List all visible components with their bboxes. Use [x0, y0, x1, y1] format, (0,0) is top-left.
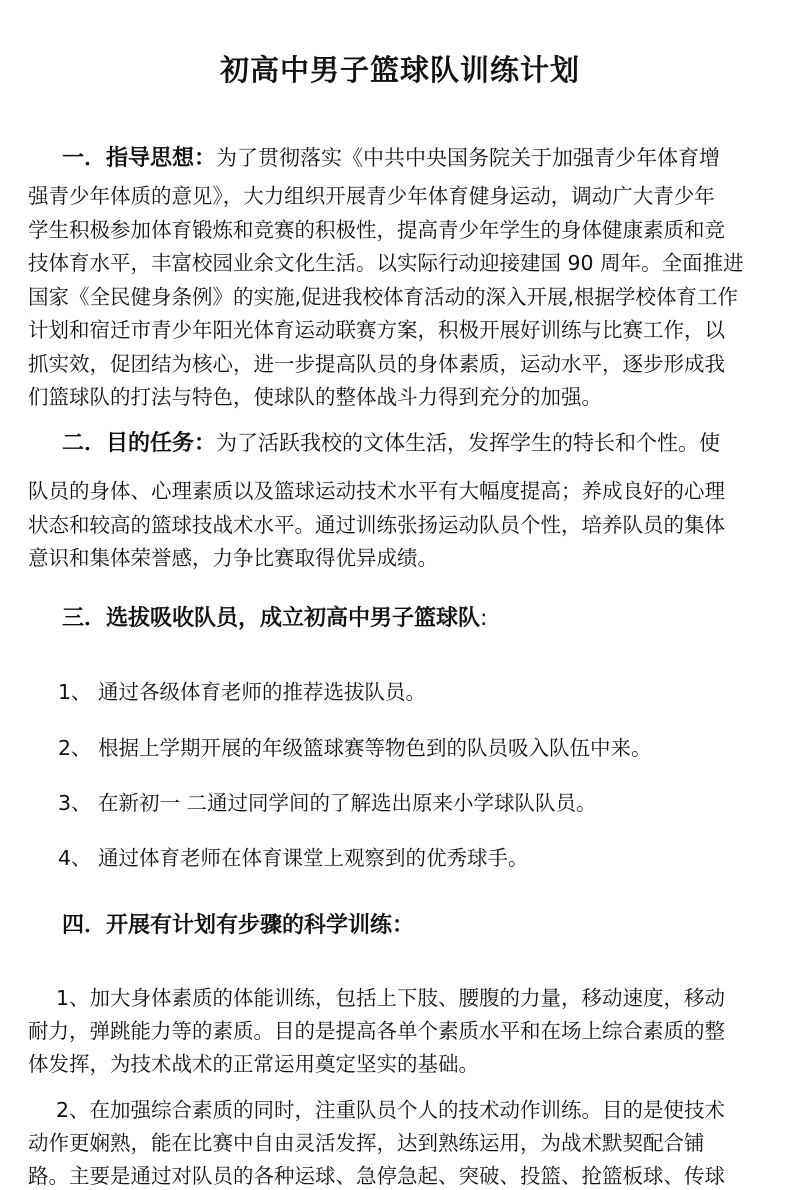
section4-para1-line-2: 体发挥，为技术战术的正常运用奠定坚实的基础。 — [28, 1052, 479, 1076]
section3-item-1 — [58, 677, 426, 707]
item-text: 通过体育老师在体育课堂上观察到的优秀球手。 — [98, 846, 529, 870]
section1-line-0: 为了贯彻落实《中共中央国务院关于加强青少年体育增 — [216, 146, 721, 170]
section1-line-6: 抓实效，促团结为核心，进一步提高队员的身体素质，运动水平，逐步形成我 — [28, 351, 725, 376]
section4-para1-line-1: 耐力，弹跳能力等的素质。目的是提高各单个素质水平和在场上综合素质的整 — [28, 1019, 725, 1043]
section1-heading: 一．指导思想： — [62, 146, 217, 171]
document-title: 初高中男子篮球队训练计划 — [219, 53, 580, 87]
section1-line-2: 学生积极参加体育锻炼和竞赛的积极性，提高青少年学生的身体健康素质和竞 — [28, 217, 725, 242]
item-number: 3、 — [58, 791, 92, 815]
section1-first-line — [62, 143, 720, 174]
section1-line-4: 国家《全民健身条例》的实施,促进我校体育活动的深入开展,根据学校体育工作 — [28, 284, 739, 309]
section2-line-1: 队员的身体、心理素质以及篮球运动技术水平有大幅度提高；养成良好的心理 — [28, 479, 725, 503]
item-number: 1、 — [58, 680, 92, 704]
section2-line-3: 意识和集体荣誉感，力争比赛取得优异成绩。 — [28, 546, 438, 570]
item-text: 在新初一 二通过同学间的了解选出原来小学球队队员。 — [98, 791, 597, 815]
section4-para1 — [28, 982, 788, 1081]
section4-para2-line-1: 动作更娴熟，能在比赛中自由灵活发挥，达到熟练运用，为战术默契配合铺 — [28, 1131, 705, 1155]
section4-para2-line-2: 路。主要是通过对队员的各种运球、急停急起、突破、投篮、抢篮板球、传球 — [28, 1164, 725, 1188]
section3-heading-line — [62, 604, 487, 634]
item-text: 通过各级体育老师的推荐选拔队员。 — [98, 680, 426, 704]
section1-line-7: 们篮球队的打法与特色，使球队的整体战斗力得到充分的加强。 — [28, 385, 602, 409]
section3-heading: 三．选拔吸收队员，成立初高中男子篮球队 — [62, 606, 481, 631]
section3-item-2 — [58, 733, 652, 763]
section4-para1-line-0: 1、加大身体素质的体能训练，包括上下肢、腰腹的力量，移动速度，移动 — [56, 986, 726, 1010]
section4-heading: 四．开展有计划有步骤的科学训练： — [62, 913, 415, 938]
section2-body — [28, 475, 788, 576]
section1-body — [28, 180, 788, 415]
item-number: 2、 — [58, 736, 92, 760]
section3-item-3 — [58, 788, 597, 818]
section2-line-0: 为了活跃我校的文体生活，发挥学生的特长和个性。使 — [216, 431, 721, 455]
section2-line-2: 状态和较高的篮球技战术水平。通过训练张扬运动队员个性，培养队员的集体 — [28, 512, 725, 537]
section1-line-1: 强青少年体质的意见》，大力组织开展青少年体育健身运动，调动广大青少年 — [28, 184, 715, 208]
section4-para2-line-0: 2、在加强综合素质的同时，注重队员个人的技术动作训练。目的是使技术 — [56, 1098, 726, 1122]
section3-item-4 — [58, 843, 529, 873]
section2-first-line — [62, 428, 720, 459]
item-number: 4、 — [58, 846, 92, 870]
section3-heading-tail: : — [480, 606, 488, 631]
item-text: 根据上学期开展的年级篮球赛等物色到的队员吸入队伍中来。 — [98, 736, 652, 760]
section1-line-5: 计划和宿迁市青少年阳光体育运动联赛方案，积极开展好训练与比赛工作，以 — [28, 318, 725, 342]
section2-heading: 二．目的任务： — [62, 431, 217, 456]
section4-para2 — [28, 1094, 788, 1190]
section1-line-3: 技体育水平，丰富校园业余文化生活。以实际行动迎接建国 90 周年。全面推进 — [28, 251, 744, 275]
